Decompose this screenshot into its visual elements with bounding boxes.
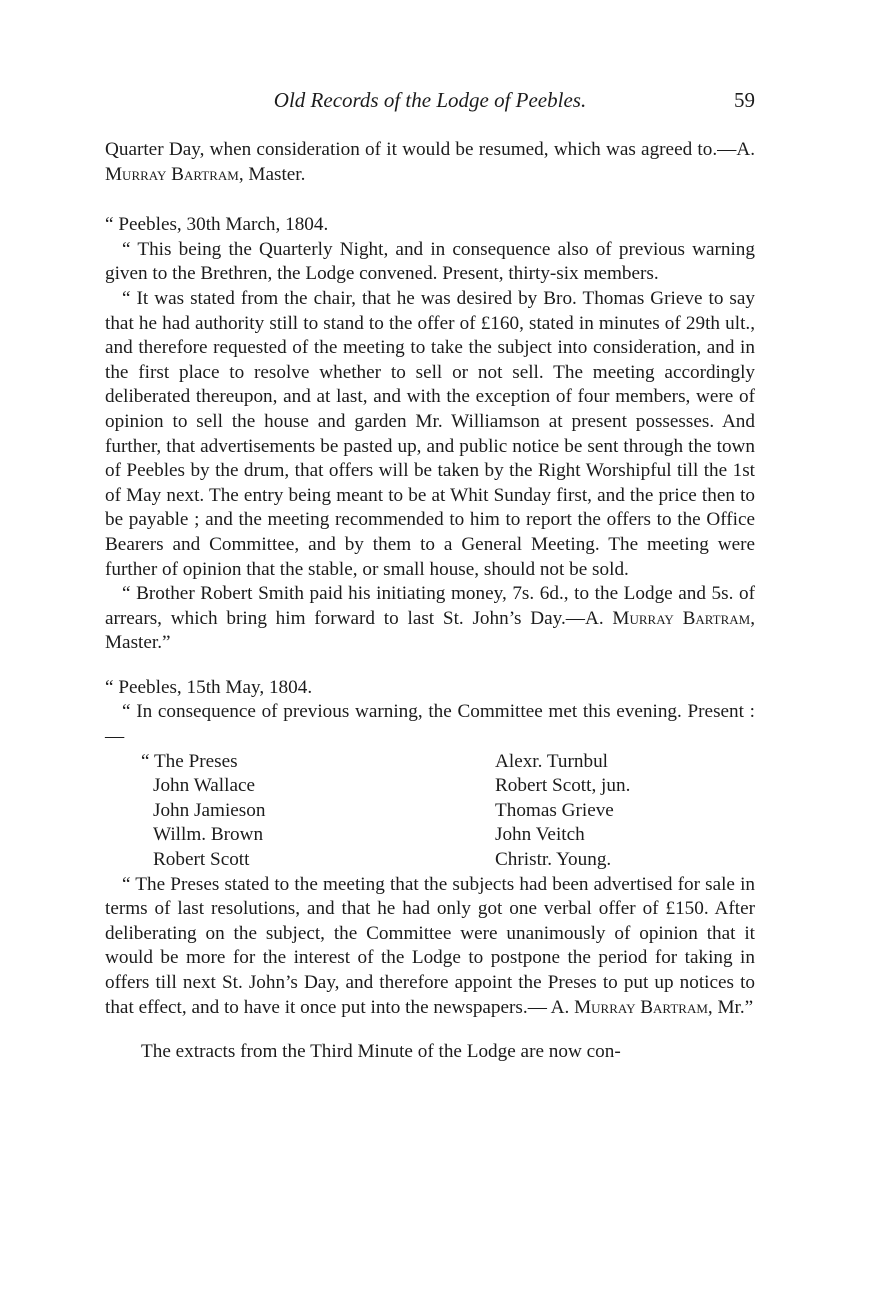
- member-name: Robert Scott: [153, 849, 250, 871]
- member-name: Alexr. Turnbul: [495, 750, 609, 772]
- member-name: Christr. Young.: [495, 849, 612, 871]
- signature-surname: Bartram: [640, 996, 708, 1018]
- signature-first-name: Murray: [612, 607, 674, 629]
- running-title: Old Records of the Lodge of Peebles.: [273, 88, 587, 112]
- member-name: “ The Preses: [141, 750, 238, 772]
- member-name: Thomas Grieve: [495, 799, 614, 821]
- member-name: Willm. Brown: [153, 824, 264, 846]
- paragraph-preses-statement: “ The Preses stated to the meeting that the subjects had been advertised for sale in terms of last resolutions, and that he had only got one verbal offer of £150. After deliberating on the subject, the Committee were unanimously of opinion that it would be more for the interest of the Lodge to postpone the period for taking in offers till next St. John’s Day, and therefore appoint the Preses to put up notices to that effect, and to have it once put into the newspapers.— A. Murray Bartram, Mr.”: [105, 873, 755, 1018]
- paragraph-third-minute: The extracts from the Third Minute of the Lodge are now con-: [141, 1041, 621, 1063]
- paragraph-quarterly-night: “ This being the Quarterly Night, and in consequence also of previous warning given to the Brethren, the Lodge convened. Present, thirty-six members.: [105, 238, 755, 285]
- member-name: John Jamieson: [153, 799, 266, 821]
- page-header: [105, 88, 755, 118]
- paragraph-committee-met: “ In consequence of previous warning, the Committee met this evening. Present :—: [105, 701, 755, 748]
- members-column-right: [473, 750, 733, 873]
- paragraph-chair-statement: “ It was stated from the chair, that he was desired by Bro. Thomas Grieve to say that he had authority still to stand to the offer of £160, stated in minutes of 29th ult., and therefore requested of the meeting to take the subject into consideration, and in the first place to resolve whether to sell or not sell. The meeting accordingly deliberated thereupon, and at last, and with the exception of four members, were of opinion to sell the house and garden Mr. Williamson at present possesses. And further, that advertisements be pasted up, and public notice be sent through the town of Peebles by the drum, that offers will be taken by the Right Worshipful till the 1st of May next. The entry being meant to be at Whit Sunday first, and the price then to be payable ; and the meeting recommended to him to report the offers to the Office Bearers and Committee, and by them to a General Meeting. The meeting were further of opinion that the stable, or small house, should not be sold.: [105, 287, 755, 580]
- signature-first-name: Murray: [574, 996, 636, 1018]
- signature-surname: Bartram: [682, 607, 751, 629]
- paragraph-initiating-money: “ Brother Robert Smith paid his initiating money, 7s. 6d., to the Lodge and 5s. of arrears, which bring him forward to last St. John’s Day.—A. Murray Bartram, Master.”: [105, 583, 756, 654]
- members-present-list: [141, 750, 755, 873]
- members-column-left: [141, 750, 473, 873]
- member-name: John Wallace: [153, 775, 255, 797]
- dateline-may-1804: “ Peebles, 15th May, 1804.: [105, 676, 313, 698]
- signature-first-name: Murray: [105, 163, 167, 185]
- paragraph-quarter-day: Quarter Day, when consideration of it would be resumed, which was agreed to.—A. Murray Bartram, Master.: [105, 139, 755, 185]
- dateline-march-1804: “ Peebles, 30th March, 1804.: [105, 214, 329, 236]
- page-number: 59: [734, 88, 755, 112]
- signature-surname: Bartram: [171, 163, 239, 185]
- page-body: [105, 138, 755, 1065]
- member-name: Robert Scott, jun.: [495, 775, 631, 797]
- member-name: John Veitch: [495, 824, 585, 846]
